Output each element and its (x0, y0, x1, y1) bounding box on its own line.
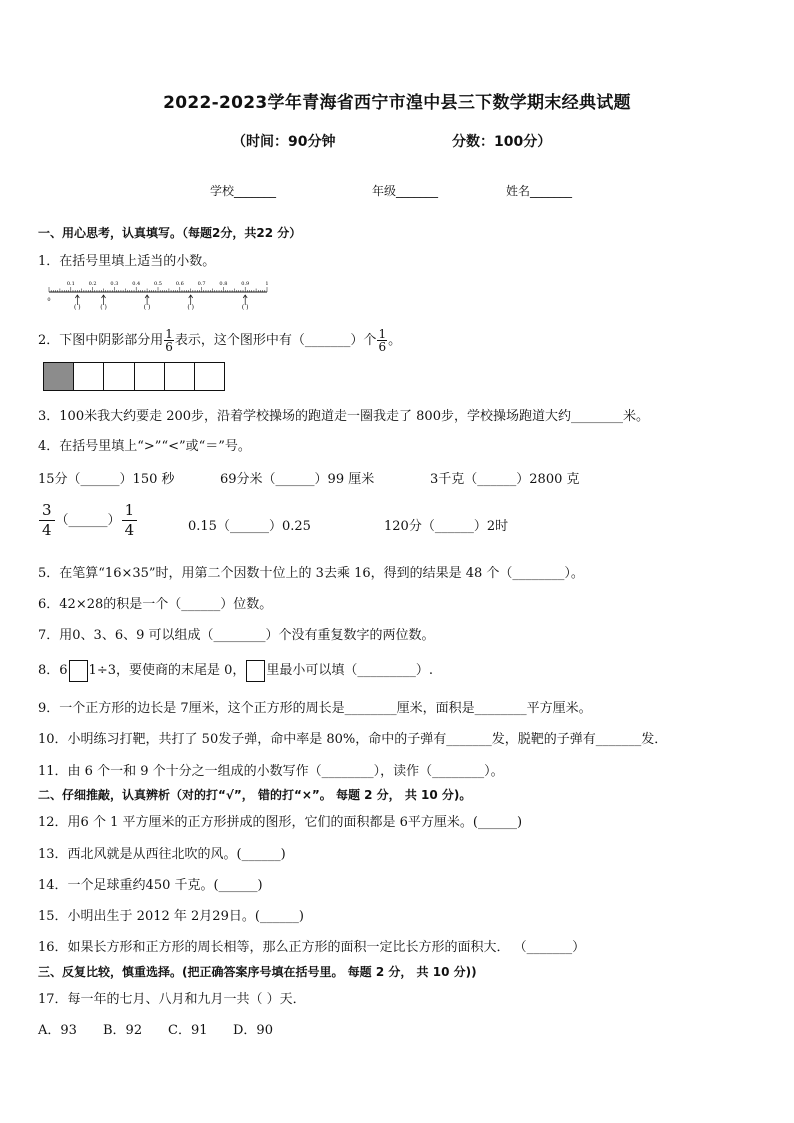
question-11: 11．由 6 个一和 9 个十分之一组成的小数写作（________），读作（________）。 (38, 764, 504, 779)
ruler-blank: ( ) (100, 304, 107, 311)
grade-field[interactable]: 年级_______ (372, 184, 439, 198)
question-4-item-4: $\frac{3}{4}$ （______） $\frac{1}{4}$ (38, 503, 138, 538)
school-field[interactable]: 学校_______ (210, 184, 277, 198)
number-line-ruler (44, 276, 274, 312)
option-d[interactable]: D．90 (233, 1023, 273, 1038)
question-17: 17．每一年的七月、八月和九月一共（ ）天． (38, 992, 306, 1007)
question-4-item-2: 69分米（______）99 厘米 (220, 472, 375, 487)
question-15: 15．小明出生于 2012 年 2月29日。(______) (38, 909, 304, 924)
ruler-tick-label: 0.6 (175, 281, 184, 287)
option-b[interactable]: B．92 (103, 1023, 143, 1038)
question-14: 14．一个足球重约450 千克。(______) (38, 878, 263, 893)
question-4: 4．在括号里填上“>”“<”或“＝”号。 (38, 439, 251, 454)
fraction-one-sixth-2: $\frac{1}{6}$ (378, 327, 387, 354)
question-6: 6．42×28的积是一个（______）位数。 (38, 597, 273, 612)
name-field[interactable]: 姓名_______ (506, 184, 573, 198)
six-cell-figure (43, 362, 225, 391)
ruler-label-end: 1 (265, 281, 269, 287)
ruler-tick-label: 0.4 (132, 281, 141, 287)
cell (74, 363, 104, 390)
ruler-tick-label: 0.5 (154, 281, 162, 287)
ruler-tick-label: 0.9 (241, 281, 250, 287)
option-a[interactable]: A．93 (38, 1023, 77, 1038)
ruler-blank: ( ) (143, 304, 151, 311)
question-4-item-5: 0.15（______）0.25 (188, 519, 311, 534)
ruler-tick-label: 0.8 (219, 281, 228, 287)
cell (104, 363, 134, 390)
page-title: 2022-2023学年青海省西宁市湟中县三下数学期末经典试题 (163, 93, 631, 113)
cell (165, 363, 195, 390)
section-1-title: 一、用心思考，认真填写。（每题2分，共22 分） (38, 226, 302, 240)
fraction-one-quarter: $\frac{1}{4}$ (122, 503, 138, 538)
fraction-three-quarters: $\frac{3}{4}$ (39, 503, 55, 538)
blank-box[interactable] (69, 660, 88, 682)
ruler-blank: ( ) (74, 304, 81, 311)
question-13: 13．西北风就是从西往北吹的风。(______) (38, 847, 286, 862)
question-2-text-b: 表示，这个图形中有（_______）个 (174, 333, 377, 348)
ruler-blank: ( ) (187, 304, 194, 311)
question-7: 7．用0、3、6、9 可以组成（________）个没有重复数字的两位数。 (38, 628, 435, 643)
question-12: 12．用6 个 1 平方厘米的正方形拼成的图形，它们的面积都是 6平方厘米。(______) (38, 815, 523, 830)
section-3-title: 三、反复比较，慎重选择。(把正确答案序号填在括号里。 每题 2 分， 共 10 分)) (38, 965, 477, 979)
ruler-label-start: 0 (47, 297, 51, 303)
cell (195, 363, 224, 390)
ruler-tick-label: 0.1 (66, 281, 75, 287)
section-2-title: 二、仔细推敲，认真辨析（对的打“√”， 错的打“×”。 每题 2 分， 共 10 分)。 (38, 788, 472, 802)
cell (135, 363, 165, 390)
exam-score: 分数：100分） (452, 134, 552, 150)
question-2-text-a: 2．下图中阴影部分用 (38, 333, 164, 348)
question-2: 2．下图中阴影部分用 $\frac{1}{6}$ 表示，这个图形中有（_______）个 $\frac{1}{6}$ 。 (38, 327, 402, 354)
question-16: 16．如果长方形和正方形的周长相等，那么正方形的面积一定比长方形的面积大． （_______） (38, 940, 586, 955)
question-3: 3．100米我大约要走 200步，沿着学校操场的跑道走一圈我走了 800步，学校操场跑道大约________米。 (38, 409, 649, 424)
ruler-tick-label: 0.2 (88, 281, 97, 287)
question-4-item-3: 3千克（______）2800 克 (430, 472, 580, 487)
blank-box[interactable] (246, 660, 265, 682)
question-5: 5．在笔算“16×35”时，用第二个因数十位上的 3去乘 16，得到的结果是 48 个（________）。 (38, 566, 584, 581)
question-4-item-1: 15分（______）150 秒 (38, 472, 175, 487)
question-1: 1．在括号里填上适当的小数。 (38, 254, 216, 269)
ruler-blank: ( ) (241, 304, 249, 311)
question-10: 10．小明练习打靶，共打了 50发子弹，命中率是 80%，命中的子弹有_______发，脱靶的子弹有_______发． (38, 732, 668, 747)
question-8: 8．6 1÷3，要使商的末尾是 0， 里最小可以填（_________）. (38, 659, 433, 682)
question-9: 9．一个正方形的边长是 7厘米，这个正方形的周长是________厘米，面积是________平方厘米。 (38, 701, 592, 716)
option-c[interactable]: C．91 (168, 1023, 208, 1038)
ruler-tick-label: 0.3 (110, 281, 119, 287)
question-4-item-6: 120分（______）2时 (384, 519, 509, 534)
fraction-one-sixth: $\frac{1}{6}$ (165, 327, 173, 354)
shaded-cell (44, 363, 74, 390)
ruler-tick-label: 0.7 (197, 281, 206, 287)
exam-time: （时间：90分钟 (232, 134, 336, 150)
